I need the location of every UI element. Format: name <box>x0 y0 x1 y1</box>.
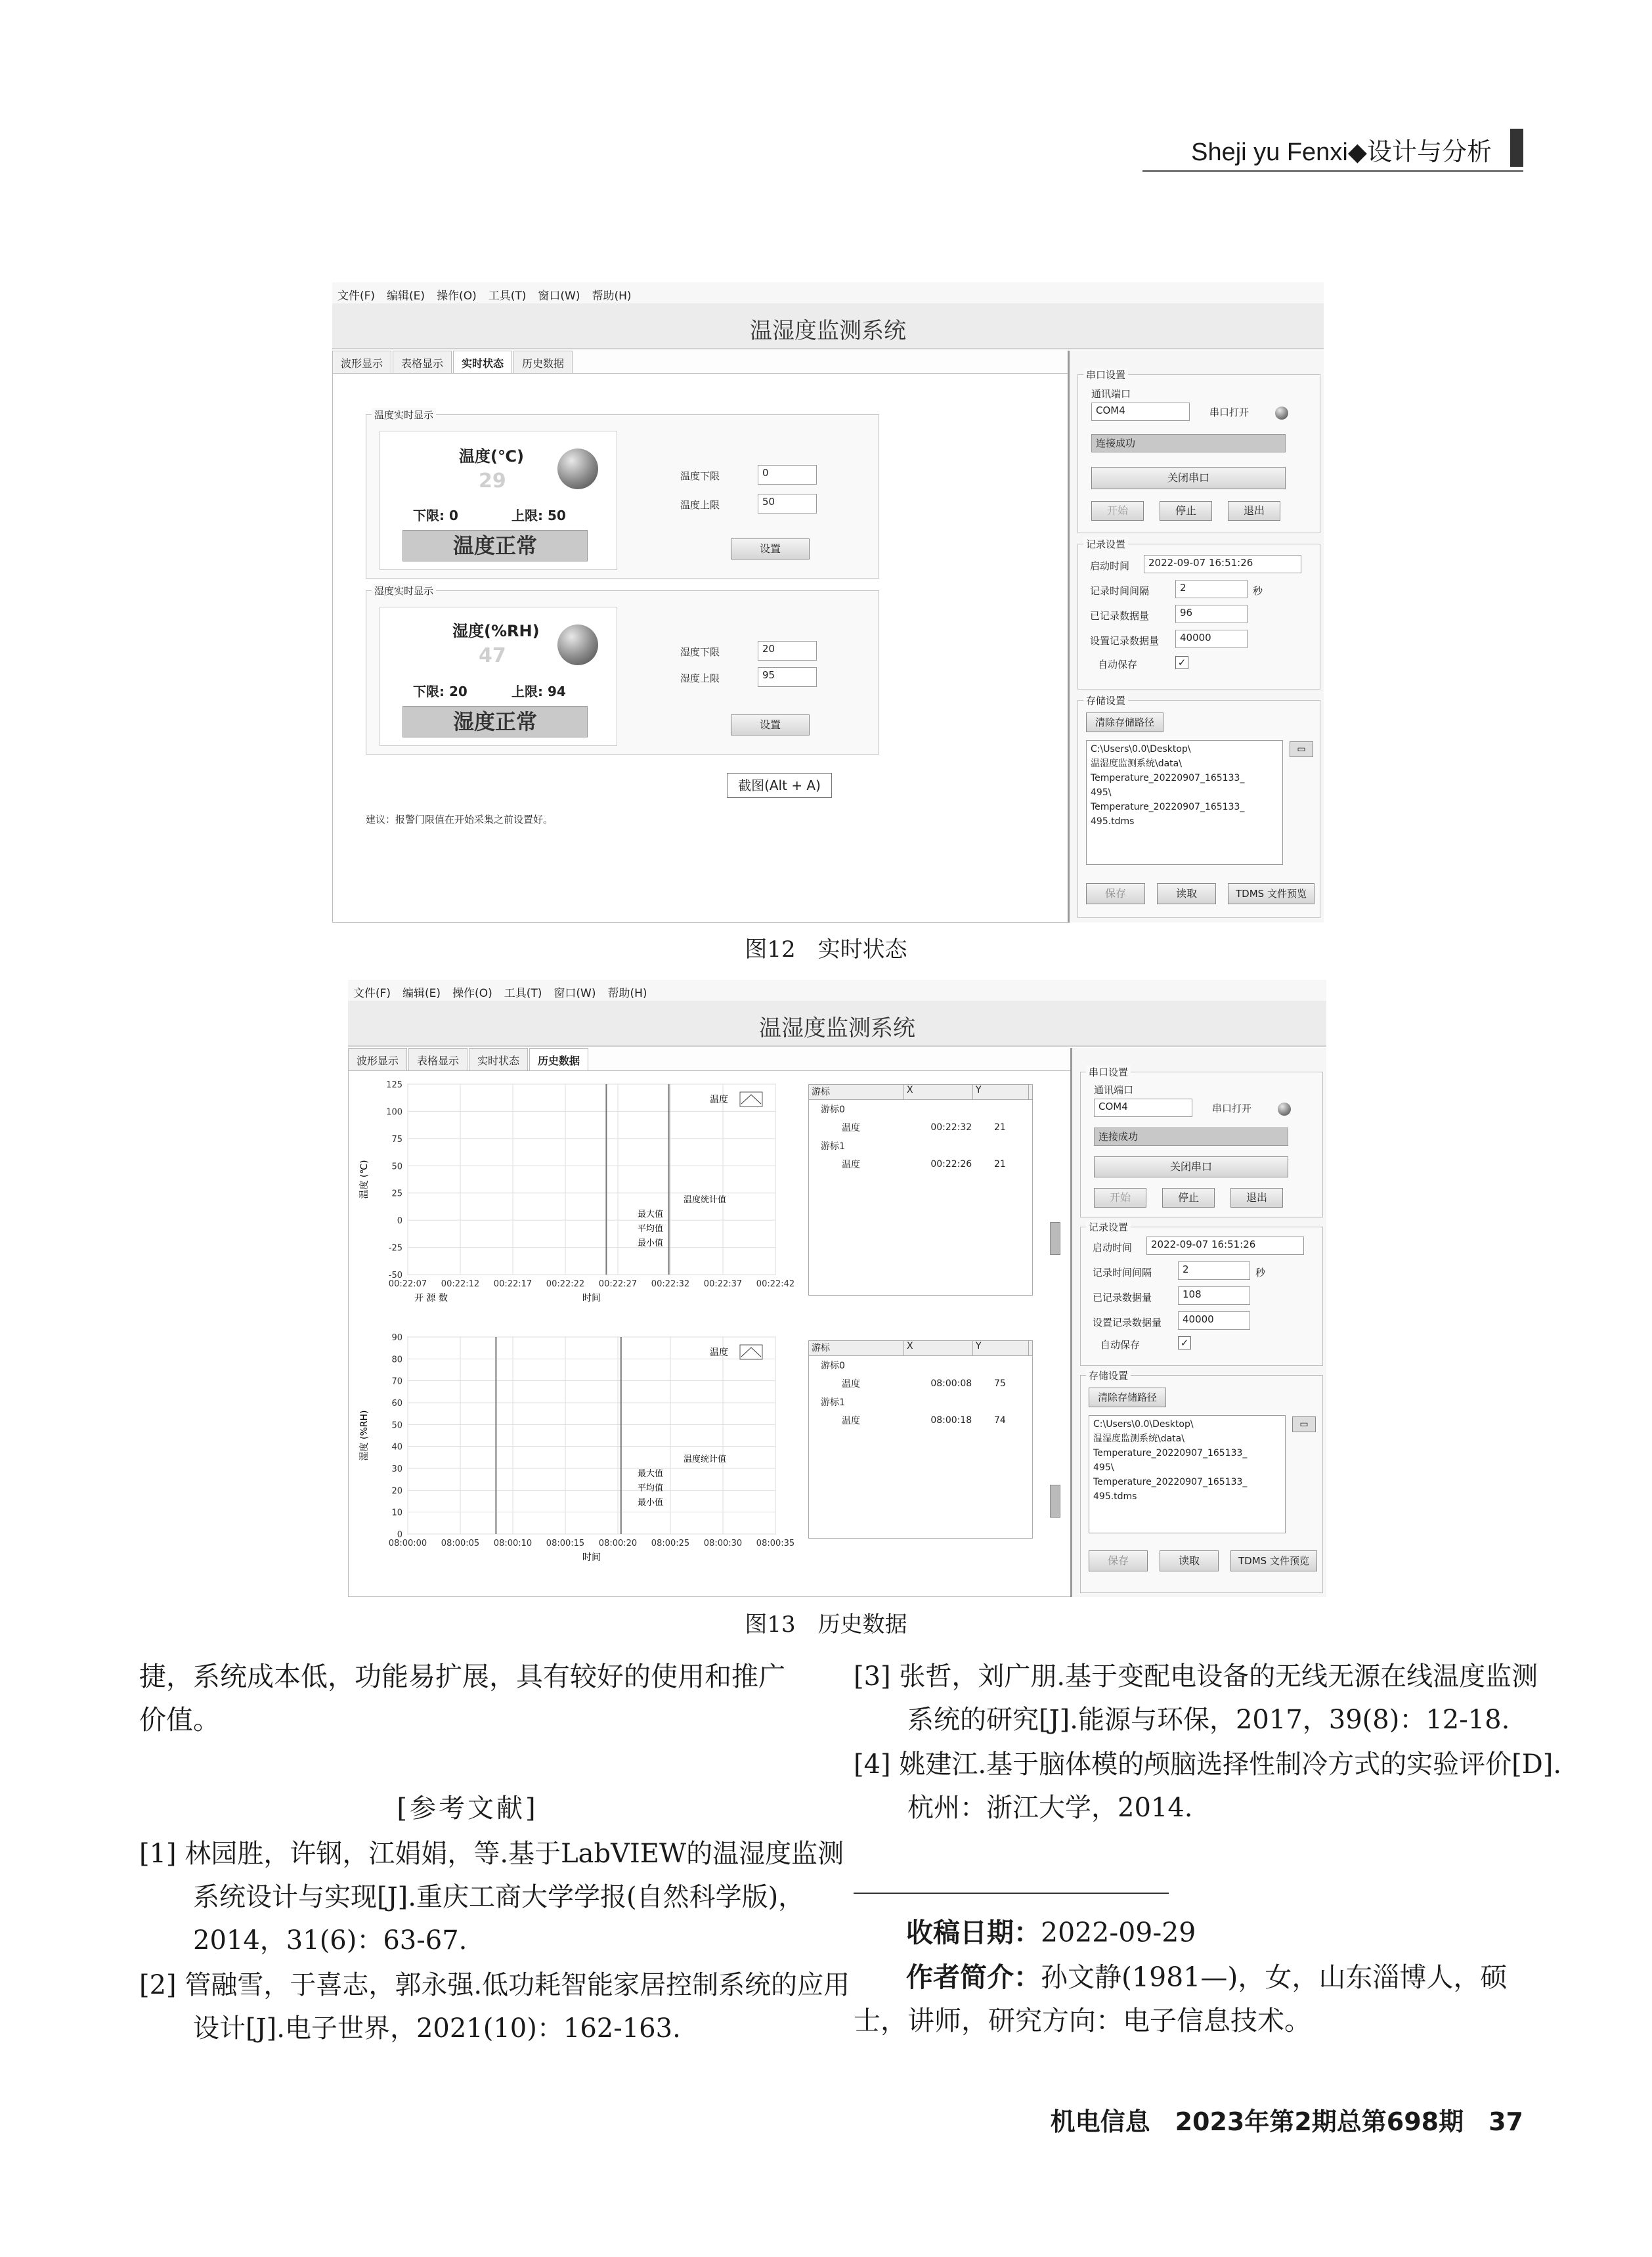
serial-group-title: 串口设置 <box>1086 1065 1131 1079</box>
side-panel <box>1070 1048 1326 1597</box>
cursor-y: 21 <box>994 1159 1006 1170</box>
start-time-label: 启动时间 <box>1093 1242 1133 1254</box>
storage-group <box>1077 695 1320 918</box>
cursor-table-header <box>809 1341 1032 1356</box>
y-tick-label: 0 <box>397 1530 402 1540</box>
cursor-x: 08:00:18 <box>930 1415 972 1426</box>
tab-history[interactable]: 历史数据 <box>513 351 573 374</box>
recorded-label: 已记录数据量 <box>1090 610 1150 622</box>
read-button[interactable]: 读取 <box>1157 883 1216 904</box>
app-title-bar <box>348 1001 1326 1047</box>
close-port-button[interactable]: 关闭串口 <box>1091 467 1286 489</box>
screenshot-tooltip: 截图(Alt + A) <box>727 773 832 798</box>
menu-tools[interactable]: 工具(T) <box>488 290 527 303</box>
max-records-field[interactable]: 40000 <box>1175 630 1248 648</box>
port-select[interactable]: COM4 <box>1091 403 1190 421</box>
x-tick-label: 08:00:10 <box>493 1539 533 1548</box>
x-tick-label: 00:22:37 <box>703 1279 743 1289</box>
x-axis-label: 时间 <box>582 1552 601 1563</box>
cursor-table-header <box>809 1085 1032 1100</box>
side-panel <box>1068 351 1324 923</box>
interval-label: 记录时间间隔 <box>1090 585 1150 597</box>
humidity-lower-text: 下限: 20 <box>413 684 467 699</box>
plot-area <box>408 1337 775 1534</box>
y-tick-label: 50 <box>391 1162 402 1172</box>
stats-label: 温度统计值 <box>684 1195 727 1205</box>
humidity-history-chart <box>349 1324 808 1590</box>
running-header <box>1142 129 1523 172</box>
cursor-col-header: 游标 <box>809 1341 904 1355</box>
clear-path-button[interactable]: 清除存储路径 <box>1089 1388 1166 1407</box>
temp-lower-label: 温度下限 <box>680 470 720 482</box>
y-tick-label: 90 <box>391 1333 402 1343</box>
temperature-history-chart <box>349 1071 808 1327</box>
cursor-y: 75 <box>994 1378 1006 1389</box>
temp-upper-input[interactable]: 50 <box>758 494 817 514</box>
menu-bar <box>332 282 1324 304</box>
y-tick-label: 100 <box>386 1107 402 1118</box>
close-port-button[interactable]: 关闭串口 <box>1094 1156 1288 1177</box>
y-tick-label: 80 <box>391 1355 402 1365</box>
history-panel <box>348 1070 1072 1597</box>
y-tick-label: 125 <box>386 1080 402 1090</box>
temp-set-button[interactable]: 设置 <box>731 538 810 559</box>
humidity-upper-text: 上限: 94 <box>511 684 566 699</box>
cursor-row[interactable] <box>809 1155 1032 1173</box>
cursor-name: 游标0 <box>821 1105 845 1115</box>
start-button[interactable]: 开始 <box>1091 501 1144 521</box>
y-tick-label: 50 <box>391 1420 402 1431</box>
main-panel <box>332 373 1069 923</box>
cursor-y: 74 <box>994 1415 1006 1426</box>
autosave-label: 自动保存 <box>1100 1339 1141 1351</box>
port-label: 通讯端口 <box>1094 1084 1134 1096</box>
autosave-checkbox[interactable]: ✓ <box>1178 1336 1191 1349</box>
reference-4: [4] 姚建江.基于脑体模的颅脑选择性制冷方式的实验评价[D].杭州：浙江大学，2014. <box>854 1749 1562 1823</box>
received-label: 收稿日期： <box>906 1917 1041 1948</box>
start-time-field: 2022-09-07 16:51:26 <box>1146 1237 1304 1255</box>
menu-help[interactable]: 帮助(H) <box>592 290 632 303</box>
stop-button[interactable]: 停止 <box>1162 1188 1215 1208</box>
x-tick-label: 00:22:17 <box>493 1279 533 1289</box>
scrollbar-humidity[interactable] <box>1050 1485 1060 1518</box>
tab-strip <box>332 351 574 373</box>
save-button[interactable]: 保存 <box>1089 1550 1148 1571</box>
app-title: 温湿度监测系统 <box>759 1015 915 1041</box>
y-tick-label: 0 <box>397 1216 402 1227</box>
humidity-indicator-lamp <box>557 625 598 665</box>
scrollbar-temperature[interactable] <box>1050 1222 1060 1255</box>
journal-info: 机电信息 2023年第2期总第698期 <box>1050 2107 1489 2136</box>
legend-label: 温度 <box>710 1095 728 1105</box>
humidity-group-title: 湿度实时显示 <box>372 584 436 598</box>
connect-status: 连接成功 <box>1094 1128 1288 1146</box>
header-rule <box>1142 170 1523 172</box>
y-axis-label: 湿度 (%RH) <box>359 1410 370 1461</box>
tab-waveform[interactable]: 波形显示 <box>332 351 391 374</box>
exit-button[interactable]: 退出 <box>1230 1188 1283 1208</box>
tab-table[interactable]: 表格显示 <box>393 351 452 374</box>
port-open-lamp <box>1278 1103 1291 1116</box>
cursor-x: 08:00:08 <box>930 1378 972 1389</box>
humidity-value: 47 <box>479 644 506 667</box>
ruler-label: 开 源 数 <box>414 1293 448 1304</box>
x-tick-label: 08:00:15 <box>546 1539 585 1548</box>
author-label: 作者简介： <box>906 1961 1041 1993</box>
y-tick-label: 20 <box>391 1486 402 1497</box>
y-tick-label: 70 <box>391 1376 402 1387</box>
interval-field[interactable]: 2 <box>1175 580 1248 598</box>
port-open-label: 串口打开 <box>1212 1103 1252 1114</box>
figure-12-caption: 图12 实时状态 <box>745 936 907 963</box>
recorded-field: 108 <box>1178 1286 1250 1305</box>
temp-upper-label: 温度上限 <box>680 499 720 511</box>
port-label: 通讯端口 <box>1091 388 1131 400</box>
recorded-label: 已记录数据量 <box>1093 1292 1152 1304</box>
tab-table[interactable]: 表格显示 <box>408 1048 467 1072</box>
cursor-table-humidity[interactable] <box>808 1340 1033 1539</box>
start-time-field: 2022-09-07 16:51:26 <box>1144 555 1301 573</box>
cursor-series: 温度 <box>842 1160 860 1170</box>
max-records-label: 设置记录数据量 <box>1090 635 1160 647</box>
y-tick-label: 40 <box>391 1442 402 1453</box>
tab-waveform[interactable]: 波形显示 <box>348 1048 407 1072</box>
cursor-row[interactable] <box>809 1356 1032 1374</box>
x-tick-label: 08:00:05 <box>441 1539 480 1548</box>
tdms-preview-button[interactable]: TDMS 文件预览 <box>1228 883 1315 904</box>
page-footer <box>919 2101 1523 2137</box>
x-tick-label: 00:22:22 <box>546 1279 585 1289</box>
recorded-field: 96 <box>1175 605 1248 623</box>
x-axis-label: 时间 <box>582 1293 601 1304</box>
cursor-name: 游标0 <box>821 1361 845 1371</box>
hint-text: 建议：报警门限值在开始采集之前设置好。 <box>366 814 554 825</box>
start-button[interactable]: 开始 <box>1094 1188 1146 1208</box>
x-col-header: X <box>904 1085 973 1099</box>
storage-group-title: 存储设置 <box>1083 693 1128 707</box>
connect-status: 连接成功 <box>1091 434 1286 452</box>
autosave-checkbox[interactable]: ✓ <box>1175 656 1188 669</box>
x-col-header: X <box>904 1341 973 1355</box>
temp-upper-text: 上限: 50 <box>511 508 566 523</box>
received-date: 2022-09-29 <box>1041 1917 1196 1948</box>
running-title: Sheji yu Fenxi◆设计与分析 <box>1191 139 1492 166</box>
autosave-label: 自动保存 <box>1098 659 1138 670</box>
temp-panel <box>380 431 617 570</box>
record-group-title: 记录设置 <box>1083 537 1128 551</box>
storage-group <box>1080 1370 1323 1593</box>
cursor-col-header: 游标 <box>809 1085 904 1099</box>
clear-path-button[interactable]: 清除存储路径 <box>1086 712 1163 732</box>
stats-label: 温度统计值 <box>684 1455 727 1464</box>
cursor-row[interactable] <box>809 1118 1032 1137</box>
folder-icon[interactable]: ▭ <box>1292 1416 1316 1432</box>
humidity-lower-input[interactable]: 20 <box>758 641 817 661</box>
y-tick-label: 75 <box>391 1134 402 1145</box>
cursor-row[interactable] <box>809 1100 1032 1118</box>
temp-status: 温度正常 <box>402 530 588 561</box>
cursor-name: 游标1 <box>821 1141 845 1152</box>
x-tick-label: 00:22:27 <box>598 1279 638 1289</box>
humidity-title: 湿度(%RH) <box>452 622 540 640</box>
legend-swatch <box>740 1345 762 1359</box>
menu-operate[interactable]: 操作(O) <box>452 987 492 1000</box>
interval-unit: 秒 <box>1253 585 1263 597</box>
header-bar-mark <box>1510 129 1523 167</box>
temp-title: 温度(℃) <box>459 447 524 466</box>
cursor-y: 21 <box>994 1122 1006 1133</box>
tab-strip <box>348 1048 590 1070</box>
stop-button[interactable]: 停止 <box>1160 501 1212 521</box>
x-tick-label: 00:22:07 <box>388 1279 427 1289</box>
x-tick-label: 08:00:35 <box>756 1539 795 1548</box>
temp-group <box>366 409 879 579</box>
references-title: [参考文献] <box>397 1793 538 1824</box>
left-paragraph: 捷，系统成本低，功能易扩展，具有较好的使用和推广价值。 <box>139 1661 785 1736</box>
humidity-group <box>366 585 879 755</box>
temp-indicator-lamp <box>557 449 598 489</box>
cursor-name: 游标1 <box>821 1397 845 1408</box>
stats-item: 平均值 <box>638 1483 664 1493</box>
humidity-upper-label: 湿度上限 <box>680 672 720 684</box>
stats-item: 最大值 <box>638 1210 664 1219</box>
menu-file[interactable]: 文件(F) <box>337 290 376 303</box>
stats-item: 最小值 <box>638 1498 664 1508</box>
record-group-title: 记录设置 <box>1086 1220 1131 1234</box>
max-records-field[interactable]: 40000 <box>1178 1311 1250 1330</box>
temp-lower-text: 下限: 0 <box>413 508 458 523</box>
interval-label: 记录时间间隔 <box>1093 1267 1152 1279</box>
menu-edit[interactable]: 编辑(E) <box>387 290 425 303</box>
figure-13-screenshot <box>348 980 1326 1597</box>
tdms-preview-button[interactable]: TDMS 文件预览 <box>1230 1550 1317 1571</box>
serial-group <box>1077 369 1320 533</box>
menu-tools[interactable]: 工具(T) <box>504 987 542 1000</box>
humidity-lower-label: 湿度下限 <box>680 646 720 658</box>
cursor-x: 00:22:26 <box>930 1159 972 1170</box>
cursor-table-temperature[interactable] <box>808 1084 1033 1296</box>
cursor-row[interactable] <box>809 1393 1032 1411</box>
y-col-header: Y <box>973 1085 1029 1099</box>
storage-path[interactable]: C:\Users\0.0\Desktop\ 温湿度监测系统\data\ Temperature_20220907_165133_ 495\ Temperature_20220907_165133_ 495.tdms <box>1089 1415 1286 1533</box>
app-title: 温湿度监测系统 <box>750 318 906 344</box>
temp-value: 29 <box>479 470 506 493</box>
save-button[interactable]: 保存 <box>1086 883 1145 904</box>
y-tick-label: -25 <box>388 1243 402 1254</box>
start-time-label: 启动时间 <box>1090 560 1130 572</box>
storage-group-title: 存储设置 <box>1086 1369 1131 1382</box>
cursor-row[interactable] <box>809 1137 1032 1155</box>
stats-item: 平均值 <box>638 1224 664 1234</box>
stats-item: 最大值 <box>638 1469 664 1479</box>
menu-edit[interactable]: 编辑(E) <box>402 987 441 1000</box>
y-tick-label: -50 <box>388 1271 402 1281</box>
max-records-label: 设置记录数据量 <box>1093 1317 1162 1328</box>
figure-12-screenshot <box>332 282 1324 923</box>
x-tick-label: 00:22:32 <box>651 1279 690 1289</box>
menu-help[interactable]: 帮助(H) <box>607 987 647 1000</box>
x-tick-label: 00:22:42 <box>756 1279 795 1289</box>
legend-swatch <box>740 1092 762 1107</box>
humidity-set-button[interactable]: 设置 <box>731 714 810 735</box>
menu-operate[interactable]: 操作(O) <box>437 290 477 303</box>
cursor-x: 00:22:32 <box>930 1122 972 1133</box>
record-group <box>1080 1221 1323 1366</box>
cursor-series: 温度 <box>842 1416 860 1426</box>
stats-item: 最小值 <box>638 1238 664 1248</box>
page-number: 37 <box>1489 2107 1523 2136</box>
serial-group <box>1080 1066 1323 1217</box>
x-tick-label: 08:00:25 <box>651 1539 690 1548</box>
read-button[interactable]: 读取 <box>1160 1550 1219 1571</box>
cursor-row[interactable] <box>809 1411 1032 1430</box>
temp-lower-input[interactable]: 0 <box>758 465 817 485</box>
figure-13-caption: 图13 历史数据 <box>745 1611 907 1638</box>
y-tick-label: 25 <box>391 1189 402 1199</box>
menu-file[interactable]: 文件(F) <box>353 987 391 1000</box>
y-tick-label: 60 <box>391 1399 402 1409</box>
x-tick-label: 08:00:30 <box>703 1539 743 1548</box>
plot-area <box>408 1084 775 1275</box>
author-text: 孙文静(1981—)，女，山东淄博人，硕士，讲师，研究方向：电子信息技术。 <box>854 1961 1508 2036</box>
menu-window[interactable]: 窗口(W) <box>538 290 580 303</box>
port-open-lamp <box>1275 406 1288 420</box>
reference-3: [3] 张哲，刘广朋.基于变配电设备的无线无源在线温度监测系统的研究[J].能源与环保，2017，39(8)：12-18. <box>854 1661 1538 1735</box>
reference-2: [2] 管融雪，于喜志，郭永强.低功耗智能家居控制系统的应用设计[J].电子世界，2021(10)：162-163. <box>139 1970 850 2044</box>
footnote-rule <box>854 1893 1169 1894</box>
tab-realtime[interactable]: 实时状态 <box>469 1048 528 1072</box>
humidity-panel <box>380 607 617 746</box>
tab-realtime[interactable]: 实时状态 <box>453 351 512 374</box>
record-group <box>1077 538 1320 690</box>
temp-group-title: 温度实时显示 <box>372 408 436 422</box>
cursor-series: 温度 <box>842 1123 860 1133</box>
folder-icon[interactable]: ▭ <box>1290 741 1313 757</box>
y-tick-label: 10 <box>391 1508 402 1518</box>
menu-window[interactable]: 窗口(W) <box>554 987 596 1000</box>
humidity-status: 湿度正常 <box>402 706 588 737</box>
app-title-bar <box>332 303 1324 349</box>
x-tick-label: 08:00:20 <box>598 1539 638 1548</box>
y-axis-label: 温度 (℃) <box>359 1160 370 1199</box>
menu-bar <box>348 980 1326 1001</box>
serial-group-title: 串口设置 <box>1083 368 1128 382</box>
interval-unit: 秒 <box>1255 1267 1266 1279</box>
received-line <box>854 1911 1510 1954</box>
cursor-series: 温度 <box>842 1379 860 1390</box>
exit-button[interactable]: 退出 <box>1228 501 1280 521</box>
storage-path[interactable]: C:\Users\0.0\Desktop\ 温湿度监测系统\data\ Temperature_20220907_165133_ 495\ Temperature_20220907_165133_ 495.tdms <box>1086 740 1283 865</box>
x-tick-label: 00:22:12 <box>441 1279 480 1289</box>
y-col-header: Y <box>973 1341 1029 1355</box>
author-bio <box>854 1956 1517 2042</box>
cursor-row[interactable] <box>809 1374 1032 1393</box>
legend-label: 温度 <box>710 1348 728 1358</box>
x-tick-label: 08:00:00 <box>388 1539 427 1548</box>
port-open-label: 串口打开 <box>1209 406 1250 418</box>
y-tick-label: 30 <box>391 1464 402 1474</box>
tab-history[interactable]: 历史数据 <box>529 1048 588 1072</box>
humidity-upper-input[interactable]: 95 <box>758 667 817 687</box>
reference-1: [1] 林园胜，许钢，江娟娟，等.基于LabVIEW的温湿度监测系统设计与实现[J].重庆工商大学学报(自然科学版)，2014，31(6)：63-67. <box>139 1839 844 1956</box>
port-select[interactable]: COM4 <box>1094 1099 1192 1117</box>
interval-field[interactable]: 2 <box>1178 1261 1250 1280</box>
